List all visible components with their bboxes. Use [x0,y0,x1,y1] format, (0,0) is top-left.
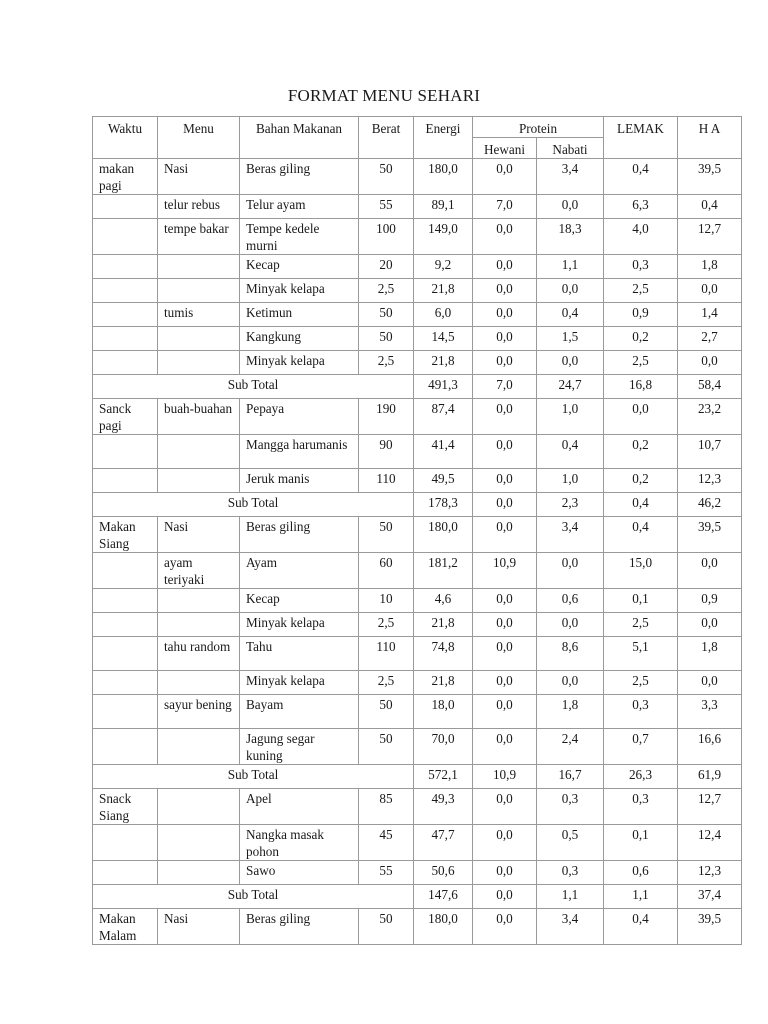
table-row [93,695,742,729]
cell-ha: 3,3 [678,695,742,729]
cell-protein-hewani: 0,0 [473,613,537,637]
cell-protein-hewani: 0,0 [473,469,537,493]
cell-ha: 0,0 [678,279,742,303]
header-ha: H A [678,117,742,159]
header-energi: Energi [414,117,473,159]
cell-protein-nabati: 1,0 [537,399,604,435]
cell-protein-hewani: 0,0 [473,351,537,375]
cell-berat: 45 [359,825,414,861]
table-row [93,195,742,219]
cell-menu: Nasi [158,909,240,945]
cell-bahan-makanan: Bayam [240,695,359,729]
cell-protein-hewani: 0,0 [473,159,537,195]
cell-lemak: 16,8 [604,375,678,399]
cell-menu [158,825,240,861]
cell-energi: 47,7 [414,825,473,861]
cell-protein-hewani: 0,0 [473,589,537,613]
cell-menu: tahu random [158,637,240,671]
cell-protein-nabati: 8,6 [537,637,604,671]
cell-bahan-makanan: Kecap [240,255,359,279]
cell-bahan-makanan: Minyak kelapa [240,351,359,375]
cell-protein-hewani: 0,0 [473,789,537,825]
cell-energi: 180,0 [414,909,473,945]
cell-ha: 12,4 [678,825,742,861]
cell-menu [158,469,240,493]
cell-waktu [93,613,158,637]
cell-bahan-makanan: Telur ayam [240,195,359,219]
cell-ha: 39,5 [678,159,742,195]
cell-waktu [93,279,158,303]
cell-waktu [93,435,158,469]
cell-ha: 1,8 [678,255,742,279]
cell-berat: 20 [359,255,414,279]
cell-bahan-makanan: Jagung segar kuning [240,729,359,765]
cell-protein-hewani: 0,0 [473,399,537,435]
cell-bahan-makanan: Kangkung [240,327,359,351]
cell-energi: 147,6 [414,885,473,909]
cell-protein-hewani: 7,0 [473,375,537,399]
cell-protein-hewani: 0,0 [473,729,537,765]
cell-energi: 491,3 [414,375,473,399]
cell-protein-nabati: 3,4 [537,909,604,945]
cell-ha: 61,9 [678,765,742,789]
cell-bahan-makanan: Minyak kelapa [240,613,359,637]
cell-protein-nabati: 16,7 [537,765,604,789]
cell-protein-nabati: 3,4 [537,517,604,553]
header-nabati: Nabati [537,138,604,159]
cell-menu [158,671,240,695]
cell-berat: 2,5 [359,279,414,303]
table-row [93,303,742,327]
cell-lemak: 2,5 [604,613,678,637]
cell-bahan-makanan: Apel [240,789,359,825]
cell-lemak: 1,1 [604,885,678,909]
cell-berat: 55 [359,195,414,219]
cell-energi: 21,8 [414,351,473,375]
cell-berat: 50 [359,729,414,765]
cell-berat: 10 [359,589,414,613]
cell-berat: 110 [359,637,414,671]
cell-waktu: Sanck pagi [93,399,158,435]
cell-menu: Nasi [158,159,240,195]
cell-protein-hewani: 0,0 [473,255,537,279]
cell-protein-nabati: 1,8 [537,695,604,729]
cell-lemak: 0,4 [604,517,678,553]
cell-protein-nabati: 24,7 [537,375,604,399]
cell-protein-hewani: 0,0 [473,493,537,517]
cell-protein-nabati: 0,0 [537,351,604,375]
cell-bahan-makanan: Beras giling [240,517,359,553]
cell-berat: 50 [359,159,414,195]
cell-berat: 50 [359,517,414,553]
cell-berat: 85 [359,789,414,825]
cell-protein-hewani: 0,0 [473,885,537,909]
cell-waktu: Snack Siang [93,789,158,825]
table-row [93,279,742,303]
subtotal-row [93,885,742,909]
cell-menu: tempe bakar [158,219,240,255]
cell-menu [158,729,240,765]
cell-bahan-makanan: Tahu [240,637,359,671]
cell-energi: 21,8 [414,613,473,637]
table-row [93,219,742,255]
cell-ha: 0,0 [678,671,742,695]
cell-waktu [93,671,158,695]
table-row [93,825,742,861]
cell-berat: 50 [359,695,414,729]
cell-ha: 12,7 [678,219,742,255]
cell-energi: 74,8 [414,637,473,671]
header-hewani: Hewani [473,138,537,159]
cell-berat: 2,5 [359,351,414,375]
subtotal-label: Sub Total [93,765,414,789]
cell-energi: 87,4 [414,399,473,435]
cell-menu [158,351,240,375]
cell-ha: 1,8 [678,637,742,671]
cell-protein-nabati: 2,4 [537,729,604,765]
cell-energi: 49,5 [414,469,473,493]
cell-ha: 39,5 [678,909,742,945]
table-row [93,637,742,671]
table-row [93,327,742,351]
cell-berat: 50 [359,327,414,351]
cell-menu [158,279,240,303]
cell-protein-nabati: 0,0 [537,553,604,589]
subtotal-row [93,493,742,517]
cell-ha: 23,2 [678,399,742,435]
cell-protein-hewani: 0,0 [473,303,537,327]
header-waktu: Waktu [93,117,158,159]
cell-menu: sayur bening [158,695,240,729]
cell-energi: 180,0 [414,517,473,553]
cell-protein-hewani: 0,0 [473,909,537,945]
cell-menu [158,435,240,469]
cell-menu: telur rebus [158,195,240,219]
cell-berat: 100 [359,219,414,255]
cell-energi: 21,8 [414,279,473,303]
cell-energi: 49,3 [414,789,473,825]
cell-ha: 46,2 [678,493,742,517]
cell-lemak: 0,2 [604,469,678,493]
cell-waktu [93,255,158,279]
cell-energi: 149,0 [414,219,473,255]
cell-protein-nabati: 0,0 [537,195,604,219]
cell-lemak: 0,3 [604,789,678,825]
subtotal-row [93,765,742,789]
cell-energi: 178,3 [414,493,473,517]
table-row [93,469,742,493]
cell-energi: 70,0 [414,729,473,765]
cell-ha: 12,7 [678,789,742,825]
cell-lemak: 0,1 [604,825,678,861]
cell-bahan-makanan: Mangga harumanis [240,435,359,469]
cell-protein-nabati: 0,4 [537,303,604,327]
cell-bahan-makanan: Sawo [240,861,359,885]
cell-bahan-makanan: Nangka masak pohon [240,825,359,861]
cell-protein-hewani: 0,0 [473,695,537,729]
cell-waktu [93,861,158,885]
cell-waktu: Makan Siang [93,517,158,553]
cell-berat: 90 [359,435,414,469]
cell-menu [158,327,240,351]
cell-waktu [93,825,158,861]
cell-bahan-makanan: Minyak kelapa [240,279,359,303]
table-row [93,789,742,825]
cell-protein-hewani: 10,9 [473,553,537,589]
cell-menu [158,613,240,637]
cell-energi: 50,6 [414,861,473,885]
cell-waktu: makan pagi [93,159,158,195]
cell-protein-nabati: 0,5 [537,825,604,861]
cell-protein-hewani: 0,0 [473,825,537,861]
cell-bahan-makanan: Beras giling [240,159,359,195]
cell-berat: 50 [359,909,414,945]
cell-protein-nabati: 1,5 [537,327,604,351]
cell-protein-nabati: 0,3 [537,861,604,885]
cell-berat: 2,5 [359,613,414,637]
cell-energi: 89,1 [414,195,473,219]
cell-waktu [93,469,158,493]
page-title: FORMAT MENU SEHARI [287,86,481,105]
cell-ha: 16,6 [678,729,742,765]
table-row [93,517,742,553]
cell-lemak: 2,5 [604,351,678,375]
cell-protein-nabati: 0,6 [537,589,604,613]
cell-protein-hewani: 0,0 [473,517,537,553]
cell-waktu [93,553,158,589]
cell-waktu [93,695,158,729]
cell-lemak: 0,2 [604,435,678,469]
cell-lemak: 4,0 [604,219,678,255]
cell-lemak: 2,5 [604,279,678,303]
cell-protein-hewani: 0,0 [473,219,537,255]
cell-protein-nabati: 0,0 [537,671,604,695]
cell-protein-nabati: 0,0 [537,613,604,637]
cell-waktu [93,589,158,613]
cell-menu [158,589,240,613]
cell-protein-hewani: 0,0 [473,279,537,303]
cell-lemak: 0,4 [604,493,678,517]
cell-protein-hewani: 0,0 [473,637,537,671]
cell-protein-nabati: 2,3 [537,493,604,517]
cell-lemak: 0,0 [604,399,678,435]
cell-menu: ayam teriyaki [158,553,240,589]
cell-energi: 180,0 [414,159,473,195]
cell-waktu [93,195,158,219]
cell-ha: 1,4 [678,303,742,327]
cell-bahan-makanan: Ayam [240,553,359,589]
cell-berat: 110 [359,469,414,493]
cell-ha: 2,7 [678,327,742,351]
cell-protein-nabati: 18,3 [537,219,604,255]
header-berat: Berat [359,117,414,159]
cell-waktu [93,637,158,671]
cell-protein-hewani: 10,9 [473,765,537,789]
cell-protein-hewani: 0,0 [473,861,537,885]
cell-protein-hewani: 0,0 [473,435,537,469]
cell-energi: 181,2 [414,553,473,589]
table-row [93,159,742,195]
cell-protein-nabati: 0,3 [537,789,604,825]
cell-waktu [93,303,158,327]
cell-ha: 39,5 [678,517,742,553]
subtotal-label: Sub Total [93,375,414,399]
table-row [93,861,742,885]
cell-lemak: 0,1 [604,589,678,613]
cell-lemak: 0,6 [604,861,678,885]
menu-table [92,116,742,945]
cell-ha: 0,0 [678,351,742,375]
cell-lemak: 0,7 [604,729,678,765]
header-bahan-makanan: Bahan Makanan [240,117,359,159]
header-protein: Protein [473,117,604,138]
cell-bahan-makanan: Minyak kelapa [240,671,359,695]
cell-bahan-makanan: Ketimun [240,303,359,327]
cell-ha: 0,9 [678,589,742,613]
table-row [93,399,742,435]
cell-protein-nabati: 0,4 [537,435,604,469]
cell-ha: 0,4 [678,195,742,219]
table-header [93,117,742,159]
cell-energi: 572,1 [414,765,473,789]
table-row [93,351,742,375]
cell-lemak: 2,5 [604,671,678,695]
cell-menu [158,789,240,825]
cell-waktu [93,351,158,375]
cell-energi: 18,0 [414,695,473,729]
header-lemak: LEMAK [604,117,678,159]
cell-waktu [93,327,158,351]
cell-lemak: 5,1 [604,637,678,671]
cell-bahan-makanan: Beras giling [240,909,359,945]
cell-energi: 9,2 [414,255,473,279]
cell-waktu: Makan Malam [93,909,158,945]
cell-lemak: 0,2 [604,327,678,351]
cell-energi: 14,5 [414,327,473,351]
cell-energi: 21,8 [414,671,473,695]
cell-waktu [93,219,158,255]
cell-bahan-makanan: Jeruk manis [240,469,359,493]
cell-protein-hewani: 0,0 [473,671,537,695]
cell-lemak: 15,0 [604,553,678,589]
cell-berat: 55 [359,861,414,885]
cell-ha: 37,4 [678,885,742,909]
table-row [93,435,742,469]
cell-ha: 0,0 [678,553,742,589]
cell-protein-hewani: 7,0 [473,195,537,219]
cell-protein-hewani: 0,0 [473,327,537,351]
table-body [93,159,742,945]
cell-bahan-makanan: Tempe kedele murni [240,219,359,255]
cell-protein-nabati: 1,1 [537,255,604,279]
cell-ha: 12,3 [678,861,742,885]
cell-energi: 4,6 [414,589,473,613]
cell-lemak: 0,4 [604,909,678,945]
cell-energi: 41,4 [414,435,473,469]
cell-menu: Nasi [158,517,240,553]
subtotal-label: Sub Total [93,493,414,517]
cell-ha: 0,0 [678,613,742,637]
cell-menu [158,861,240,885]
cell-protein-nabati: 3,4 [537,159,604,195]
cell-berat: 50 [359,303,414,327]
cell-lemak: 0,3 [604,255,678,279]
header-menu: Menu [158,117,240,159]
cell-berat: 60 [359,553,414,589]
cell-berat: 2,5 [359,671,414,695]
cell-menu: tumis [158,303,240,327]
cell-berat: 190 [359,399,414,435]
table-row [93,909,742,945]
cell-bahan-makanan: Kecap [240,589,359,613]
cell-menu [158,255,240,279]
subtotal-row [93,375,742,399]
table-row [93,729,742,765]
table-row [93,553,742,589]
cell-lemak: 0,9 [604,303,678,327]
table-row [93,613,742,637]
subtotal-label: Sub Total [93,885,414,909]
cell-lemak: 0,3 [604,695,678,729]
table-row [93,671,742,695]
cell-lemak: 0,4 [604,159,678,195]
cell-protein-nabati: 0,0 [537,279,604,303]
cell-lemak: 26,3 [604,765,678,789]
cell-lemak: 6,3 [604,195,678,219]
cell-energi: 6,0 [414,303,473,327]
table-row [93,255,742,279]
cell-bahan-makanan: Pepaya [240,399,359,435]
cell-ha: 10,7 [678,435,742,469]
cell-menu: buah-buahan [158,399,240,435]
cell-protein-nabati: 1,0 [537,469,604,493]
cell-ha: 12,3 [678,469,742,493]
cell-protein-nabati: 1,1 [537,885,604,909]
table-row [93,589,742,613]
cell-ha: 58,4 [678,375,742,399]
cell-waktu [93,729,158,765]
